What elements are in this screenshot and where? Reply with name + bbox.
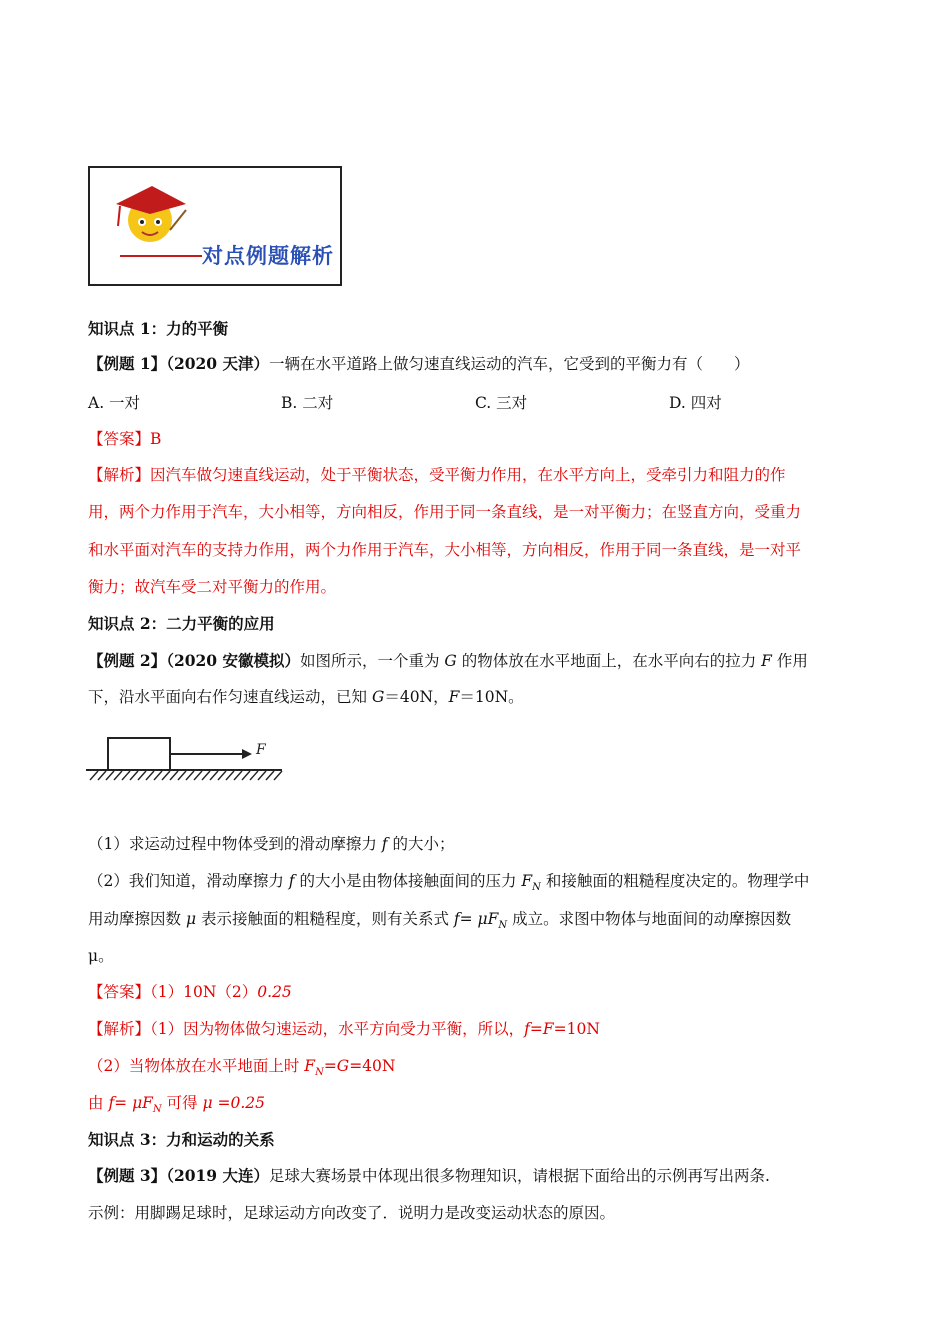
var-fn: F <box>487 910 499 928</box>
var-f-friction: f <box>288 872 295 890</box>
force-diagram <box>86 724 286 796</box>
text: ＝10N。 <box>459 688 524 706</box>
example-3-question <box>88 1165 770 1187</box>
answer-label: 【答案】 <box>88 430 151 448</box>
answer-label: 【答案】 <box>88 983 151 1001</box>
knowledge-point-1-title: 知识点 1：力的平衡 <box>88 319 229 338</box>
analysis-label: 【解析】 <box>88 466 151 484</box>
var-g: G <box>371 688 385 706</box>
option-c: C. 三对 <box>475 394 528 412</box>
option-b: B. 二对 <box>281 394 334 412</box>
example-3-source: （2019 大连） <box>166 1166 269 1185</box>
text: 的物体放在水平地面上，在水平向右的拉力 <box>456 652 762 670</box>
example-2-analysis-3 <box>88 1092 265 1121</box>
var-mu: μ <box>185 910 197 928</box>
example-1-text: 一辆在水平道路上做匀速直线运动的汽车，它受到的平衡力有（ ） <box>268 355 750 373</box>
subscript-n: N <box>315 1067 324 1079</box>
example-3-label: 【例题 3】 <box>88 1166 167 1185</box>
example-1-label: 【例题 1】 <box>88 354 167 373</box>
option-d: D. 四对 <box>669 394 722 412</box>
example-2-label: 【例题 2】 <box>88 651 167 670</box>
text: 作用 <box>771 652 808 670</box>
text: 和接触面的粗糙程度决定的。物理学中 <box>540 872 810 890</box>
text: 可得 <box>161 1094 203 1112</box>
answer-mu: 0.25 <box>257 983 292 1001</box>
example-1-analysis-line-2: 用，两个力作用于汽车，大小相等，方向相反，作用于同一条直线，是一对平衡力；在竖直方向，受重力 <box>88 503 802 521</box>
banner-title: 对点例题解析 <box>202 244 334 268</box>
section-banner <box>88 166 342 286</box>
example-1-source: （2020 天津） <box>166 354 269 373</box>
text: =10N <box>553 1020 600 1038</box>
example-1-answer <box>88 428 161 450</box>
subscript-n: N <box>498 920 508 932</box>
subscript-n: N <box>152 1104 162 1116</box>
subscript-n: N <box>532 882 541 894</box>
text: （1）求运动过程中物体受到的滑动摩擦力 <box>88 835 382 853</box>
example-3-sample: 示例：用脚踢足球时，足球运动方向改变了．说明力是改变运动状态的原因。 <box>88 1204 616 1222</box>
example-2-q1 <box>88 833 454 855</box>
text: ＝40N， <box>384 688 449 706</box>
example-2-source: （2020 安徽模拟） <box>166 651 300 670</box>
knowledge-point-3-title: 知识点 3：力和运动的关系 <box>88 1130 275 1149</box>
text: 表示接触面的粗糙程度，则有关系式 <box>196 910 454 928</box>
example-2-q2-line-2 <box>88 908 791 937</box>
option-a: A. 一对 <box>88 394 141 412</box>
formula: = μ <box>459 910 488 928</box>
text: 的大小是由物体接触面间的压力 <box>294 872 522 890</box>
text: （1）因为物体做匀速运动，水平方向受力平衡，所以， <box>150 1020 525 1038</box>
text: 由 <box>88 1094 109 1112</box>
block <box>108 738 170 770</box>
formula: f=F <box>524 1020 554 1038</box>
var-f: F <box>448 688 460 706</box>
text: 下，沿水平面向右作匀速直线运动，已知 <box>88 688 372 706</box>
example-1-analysis-line-1 <box>88 464 786 486</box>
ground-hatch <box>90 771 282 780</box>
example-2-answer <box>88 981 292 1003</box>
example-2-q2-line-3: μ。 <box>88 947 114 965</box>
answer-text: （1）10N（2） <box>150 983 258 1001</box>
knowledge-point-2-title: 知识点 2：二力平衡的应用 <box>88 614 275 633</box>
text: 的大小； <box>387 835 455 853</box>
var-f: F <box>761 652 772 670</box>
var-fn: F <box>304 1057 316 1075</box>
example-2-line-1 <box>88 650 808 672</box>
example-1-question <box>88 353 750 375</box>
example-1-analysis-line-3: 和水平面对汽车的支持力作用，两个力作用于汽车，大小相等，方向相反，作用于同一条直线，是一对平 <box>88 541 802 559</box>
example-2-analysis-2 <box>88 1055 395 1084</box>
analysis-text: 因汽车做匀速直线运动，处于平衡状态，受平衡力作用，在水平方向上，受牵引力和阻力的作 <box>150 466 786 484</box>
var-g: G <box>444 652 457 670</box>
var-f-friction: f <box>453 910 460 928</box>
analysis-label: 【解析】 <box>88 1020 151 1038</box>
example-2-analysis-1 <box>88 1018 600 1040</box>
text: =40N <box>349 1057 396 1075</box>
var-fn: F <box>521 872 533 890</box>
force-label: F <box>256 742 266 758</box>
formula: =G <box>323 1057 350 1075</box>
text: 用动摩擦因数 <box>88 910 186 928</box>
text: 如图所示，一个重为 <box>299 652 445 670</box>
example-2-line-2 <box>88 686 524 708</box>
example-2-q2-line-1 <box>88 870 809 899</box>
formula: μ =0.25 <box>202 1094 266 1112</box>
answer-value: B <box>150 430 162 448</box>
var-f-friction: f <box>381 835 388 853</box>
text: （2）我们知道，滑动摩擦力 <box>88 872 289 890</box>
text: （2）当物体放在水平地面上时 <box>88 1057 305 1075</box>
example-3-text: 足球大赛场景中体现出很多物理知识，请根据下面给出的示例再写出两条. <box>268 1167 770 1185</box>
formula: f= μF <box>108 1094 153 1112</box>
text: 成立。求图中物体与地面间的动摩擦因数 <box>507 910 792 928</box>
example-1-analysis-line-4: 衡力；故汽车受二对平衡力的作用。 <box>88 578 337 596</box>
